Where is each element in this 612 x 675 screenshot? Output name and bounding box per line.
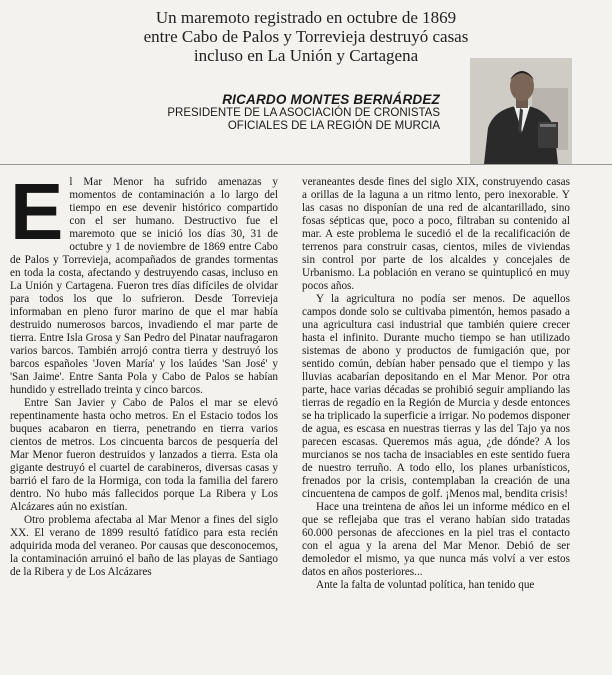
paragraph: veraneantes desde fines del siglo XIX, construyendo casas a orillas de la laguna a un ritmo lento, pero inexorable. Y las casas no disponían de una red de alcantarillado, sino fosas sépticas que, poco a poco, filtraban su contenido al mar. A este problema le sucedió el de la recalificación de terrenos para construir casas, cientos, miles de viviendas sin control por parte de los alcaldes y concejales de Urbanismo. La población en verano se quintuplicó en muy pocos años. <box>302 176 570 292</box>
paragraph: Ante la falta de voluntad política, han tenido que <box>316 579 535 591</box>
author-portrait-icon <box>470 58 572 164</box>
drop-cap: E <box>10 167 64 256</box>
paragraph: l Mar Menor ha sufrido amenazas y momentos de contaminación a lo largo del tiempo en ese devenir histórico compartido con el ser humano. Destructivo fue el maremoto que se inició los días 30, 31 de octubre y 1 de noviembre de 1869 entre Cabo de Palos y Torrevieja, acompañados de grandes tormentas en toda la costa, afectando y destruyendo casas, incluso en La Unión y Cartagena. Fueron tres días difíciles de olvidar para todos los que lo sufrieron. Desde Torrevieja informaban en pleno furor marino de que el mar había destruido numerosos barcos, invadiendo el mar parte de tierra. Entre Isla Grosa y San Pedro del Pinatar naufragaron varios barcos. También arrojó contra tierra y destruyó los barcos españoles 'Joven María' y los laúdes 'San José' y 'San Jaime'. Entre Santa Pola y Cabo de Palos se habían hundido y estrellado treinta y cinco barcos. <box>10 176 278 396</box>
author-role-line-1: PRESIDENTE DE LA ASOCIACIÓN DE CRONISTAS <box>167 107 440 119</box>
headline-line-1: Un maremoto registrado en octubre de 1869 <box>155 8 457 27</box>
paragraph: Y la agricultura no podía ser menos. De aquellos campos donde solo se cultivaba pimentón, hemos pasado a una agricultura casi industrial que también quiere crecer hasta el infinito. Durante mucho tiempo se han utilizado sistemas de abono y productos de fumigación que, por sentido común, debían haber pensado que el tiempo y las lluvias acabarían depositando en el Mar Menor. Por otra parte, hace varias décadas se prohibió seguir ampliando las tierras de regadío en la Región de Murcia y desde entonces se ha triplicado la superficie a irrigar. No podemos disponer de agua, es escasa en nuestras tierras y las del Tajo ya nos parecen escasas. Queremos más agua, ¿de dónde? A los murcianos se nos tacha de insaciables en este sentido fuera de nuestro terruño. A todo ello, los planes urbanísticos, frenados por la crisis, contemplaban la creación de una cincuentena de campos de golf. ¡Menos mal, bendita crisis! <box>302 293 570 500</box>
headline <box>96 8 516 65</box>
byline <box>150 92 440 133</box>
article-column-left <box>10 167 278 579</box>
paragraph: Hace una treintena de años lei un informe médico en el que se reflejaba que tras el verano habían sido tratadas 60.000 personas de afecciones en la piel tras el contacto con el agua y la arena del Mar Menor. Debió de ser demoledor el mismo, ya que nunca más volví a ver estos datos en años posteriores... <box>302 501 570 578</box>
article-column-right <box>302 176 570 592</box>
paragraph: Otro problema afectaba al Mar Menor a fines del siglo XX. El verano de 1899 resultó fatídico para esta recién adquirida moda del veraneo. Por causas que desconocemos, la contaminación arruinó el baño de las playas de Santiago de la Ribera y de Los Alcázares <box>10 514 278 578</box>
paragraph: Entre San Javier y Cabo de Palos el mar se elevó repentinamente hasta ocho metros. En el Estacio todos los buques acabaron en tierra, penetrando en tierra varios cientos de metros. Los cincuenta barcos de pesquería del Mar Menor fueron destruidos y lanzados a tierra. Esta ola gigante destruyó el cuartel de carabineros, diversas casas y barrió el faro de la Hormiga, con toda la familia del farero dentro. No hubo más fallecidos porque La Ribera y Los Alcázares aún no existían. <box>10 397 278 513</box>
header-divider <box>0 164 612 165</box>
author-name: RICARDO MONTES BERNÁRDEZ <box>222 92 440 107</box>
headline-line-3: incluso en La Unión y Cartagena <box>193 46 419 65</box>
author-role-line-2: OFICIALES DE LA REGIÓN DE MURCIA <box>227 120 440 132</box>
author-photo <box>470 58 572 164</box>
headline-line-2: entre Cabo de Palos y Torrevieja destruyó casas <box>143 27 469 46</box>
